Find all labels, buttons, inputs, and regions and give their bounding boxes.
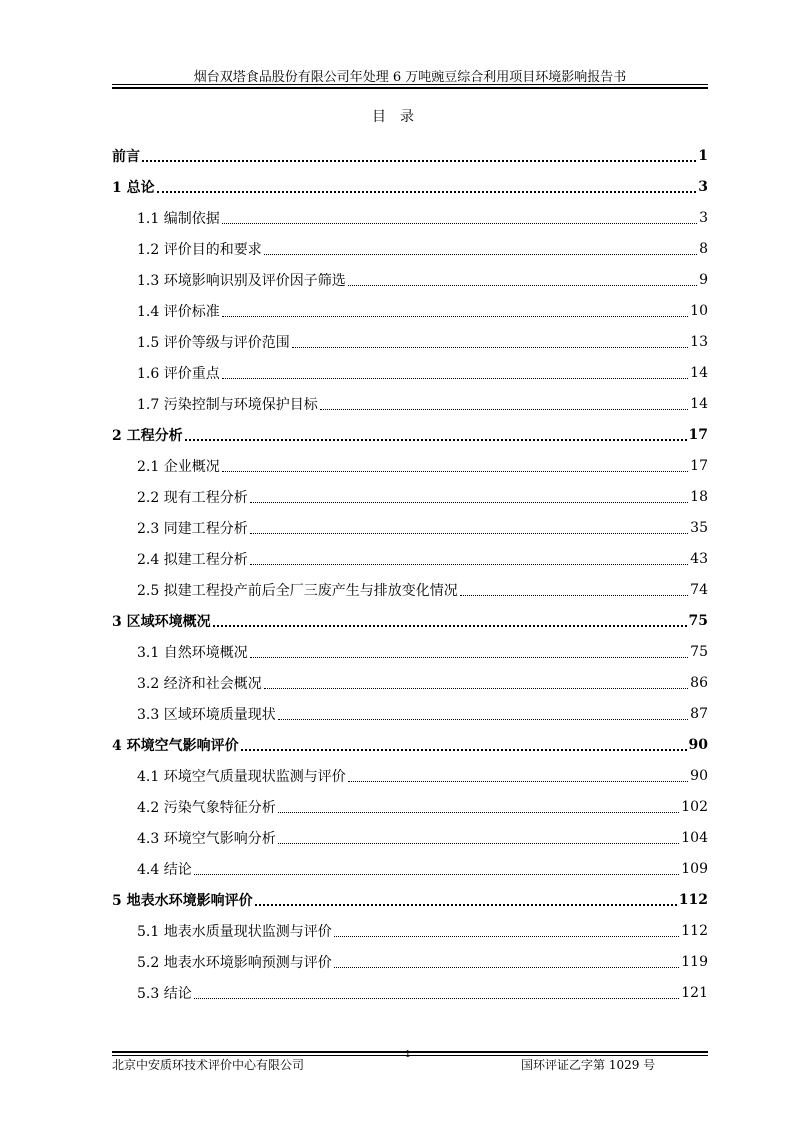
toc-entry-page: 75 xyxy=(690,643,708,660)
toc-entry-label: 3.3 区域环境质量现状 xyxy=(137,706,276,723)
toc-entry-1-7[interactable] xyxy=(112,388,708,419)
toc-entry-1-6[interactable] xyxy=(112,357,708,388)
toc-entry-label: 4.4 结论 xyxy=(137,861,192,878)
toc-entry-ch1[interactable] xyxy=(112,171,708,202)
toc-entry-page: 112 xyxy=(681,922,708,939)
toc-dot-leader xyxy=(142,159,696,162)
toc-dot-leader xyxy=(250,563,688,565)
toc-entry-label: 2.5 拟建工程投产前后全厂三废产生与排放变化情况 xyxy=(137,582,458,599)
toc-entry-page: 3 xyxy=(699,209,708,226)
toc-entry-preface[interactable] xyxy=(112,140,708,171)
toc-entry-page: 119 xyxy=(681,953,708,970)
toc-dot-leader xyxy=(157,190,697,193)
toc-entry-page: 14 xyxy=(690,364,708,381)
toc-entry-label: 1.5 评价等级与评价范围 xyxy=(137,334,290,351)
toc-dot-leader xyxy=(250,656,688,658)
footer-page-number: 1 xyxy=(405,1050,411,1060)
toc-entry-page: 75 xyxy=(688,612,708,629)
toc-entry-label: 1.1 编制依据 xyxy=(137,210,220,227)
toc-entry-label: 2.3 同建工程分析 xyxy=(137,520,248,537)
toc-dot-leader xyxy=(320,408,688,410)
toc-entry-page: 9 xyxy=(699,271,708,288)
toc-entry-label: 1 总论 xyxy=(112,179,155,196)
toc-entry-label: 2.4 拟建工程分析 xyxy=(137,551,248,568)
toc-entry-page: 1 xyxy=(698,147,708,164)
toc-entry-page: 121 xyxy=(681,984,708,1001)
toc-entry-4-4[interactable] xyxy=(112,853,708,884)
toc-dot-leader xyxy=(222,315,688,317)
toc-entry-label: 5.3 结论 xyxy=(137,985,192,1002)
toc-entry-label: 5.1 地表水质量现状监测与评价 xyxy=(137,923,332,940)
toc-dot-leader xyxy=(222,377,688,379)
toc-dot-leader xyxy=(241,748,687,751)
toc-entry-2-2[interactable] xyxy=(112,481,708,512)
toc-dot-leader xyxy=(250,532,688,534)
toc-dot-leader xyxy=(334,966,680,968)
toc-entry-label: 1.7 污染控制与环境保护目标 xyxy=(137,396,318,413)
toc-dot-leader xyxy=(185,438,687,441)
toc-entry-page: 17 xyxy=(690,457,708,474)
table-of-contents xyxy=(112,140,708,1008)
toc-heading: 目录 xyxy=(372,109,428,125)
toc-entry-page: 87 xyxy=(690,705,708,722)
toc-dot-leader xyxy=(292,346,688,348)
toc-entry-page: 74 xyxy=(690,581,708,598)
toc-entry-1-2[interactable] xyxy=(112,233,708,264)
toc-entry-label: 4.3 环境空气影响分析 xyxy=(137,830,276,847)
toc-entry-4-2[interactable] xyxy=(112,791,708,822)
toc-entry-2-4[interactable] xyxy=(112,543,708,574)
toc-entry-3-2[interactable] xyxy=(112,667,708,698)
toc-entry-label: 4.2 污染气象特征分析 xyxy=(137,799,276,816)
toc-entry-5-3[interactable] xyxy=(112,977,708,1008)
toc-entry-label: 4 环境空气影响评价 xyxy=(112,737,239,754)
toc-entry-page: 109 xyxy=(681,860,708,877)
footer-organization: 北京中安质环技术评价中心有限公司 xyxy=(112,1058,305,1072)
toc-entry-5-2[interactable] xyxy=(112,946,708,977)
toc-entry-label: 3.1 自然环境概况 xyxy=(137,644,248,661)
toc-dot-leader xyxy=(348,780,688,782)
toc-entry-page: 90 xyxy=(688,736,708,753)
toc-entry-page: 17 xyxy=(688,426,708,443)
toc-entry-1-5[interactable] xyxy=(112,326,708,357)
toc-entry-label: 2 工程分析 xyxy=(112,427,183,444)
toc-entry-label: 1.6 评价重点 xyxy=(137,365,220,382)
toc-entry-page: 43 xyxy=(690,550,708,567)
toc-entry-page: 18 xyxy=(690,488,708,505)
toc-dot-leader xyxy=(460,594,688,596)
toc-entry-page: 102 xyxy=(681,798,708,815)
toc-entry-page: 86 xyxy=(690,674,708,691)
toc-entry-label: 5.2 地表水环境影响预测与评价 xyxy=(137,954,332,971)
toc-entry-1-4[interactable] xyxy=(112,295,708,326)
toc-entry-page: 8 xyxy=(699,240,708,257)
toc-entry-3-1[interactable] xyxy=(112,636,708,667)
toc-entry-1-1[interactable] xyxy=(112,202,708,233)
toc-entry-2-5[interactable] xyxy=(112,574,708,605)
toc-entry-5-1[interactable] xyxy=(112,915,708,946)
toc-entry-2-1[interactable] xyxy=(112,450,708,481)
toc-entry-label: 前言 xyxy=(112,148,140,165)
toc-dot-leader xyxy=(194,873,680,875)
toc-dot-leader xyxy=(334,935,680,937)
toc-dot-leader xyxy=(250,501,688,503)
toc-entry-label: 3.2 经济和社会概况 xyxy=(137,675,262,692)
toc-entry-label: 1.3 环境影响识别及评价因子筛选 xyxy=(137,272,346,289)
toc-entry-4-3[interactable] xyxy=(112,822,708,853)
toc-entry-ch2[interactable] xyxy=(112,419,708,450)
toc-entry-label: 3 区域环境概况 xyxy=(112,613,211,630)
toc-dot-leader xyxy=(278,718,688,720)
toc-entry-page: 3 xyxy=(698,178,708,195)
toc-dot-leader xyxy=(222,470,688,472)
toc-entry-label: 2.1 企业概况 xyxy=(137,458,220,475)
toc-entry-page: 104 xyxy=(681,829,708,846)
toc-entry-4-1[interactable] xyxy=(112,760,708,791)
toc-entry-label: 4.1 环境空气质量现状监测与评价 xyxy=(137,768,346,785)
toc-entry-page: 112 xyxy=(678,891,708,908)
toc-entry-label: 1.4 评价标准 xyxy=(137,303,220,320)
toc-dot-leader xyxy=(278,842,680,844)
toc-dot-leader xyxy=(264,253,697,255)
toc-entry-page: 90 xyxy=(690,767,708,784)
toc-dot-leader xyxy=(194,997,680,999)
running-header-title: 烟台双塔食品股份有限公司年处理 6 万吨豌豆综合利用项目环境影响报告书 xyxy=(193,70,627,85)
toc-entry-label: 5 地表水环境影响评价 xyxy=(112,892,253,909)
toc-entry-page: 35 xyxy=(690,519,708,536)
toc-dot-leader xyxy=(264,687,688,689)
toc-entry-page: 10 xyxy=(690,302,708,319)
footer-certificate-number: 国环评证乙字第 1029 号 xyxy=(521,1058,656,1072)
toc-entry-3-3[interactable] xyxy=(112,698,708,729)
toc-entry-ch4[interactable] xyxy=(112,729,708,760)
toc-entry-1-3[interactable] xyxy=(112,264,708,295)
toc-dot-leader xyxy=(213,624,687,627)
toc-dot-leader xyxy=(255,903,677,906)
toc-entry-page: 13 xyxy=(690,333,708,350)
header-divider-thin xyxy=(112,84,708,85)
toc-entry-ch3[interactable] xyxy=(112,605,708,636)
toc-entry-2-3[interactable] xyxy=(112,512,708,543)
toc-dot-leader xyxy=(348,284,697,286)
header-divider-thick xyxy=(112,87,708,89)
toc-entry-page: 14 xyxy=(690,395,708,412)
toc-dot-leader xyxy=(278,811,680,813)
toc-dot-leader xyxy=(222,222,697,224)
toc-entry-ch5[interactable] xyxy=(112,884,708,915)
toc-entry-label: 2.2 现有工程分析 xyxy=(137,489,248,506)
toc-entry-label: 1.2 评价目的和要求 xyxy=(137,241,262,258)
